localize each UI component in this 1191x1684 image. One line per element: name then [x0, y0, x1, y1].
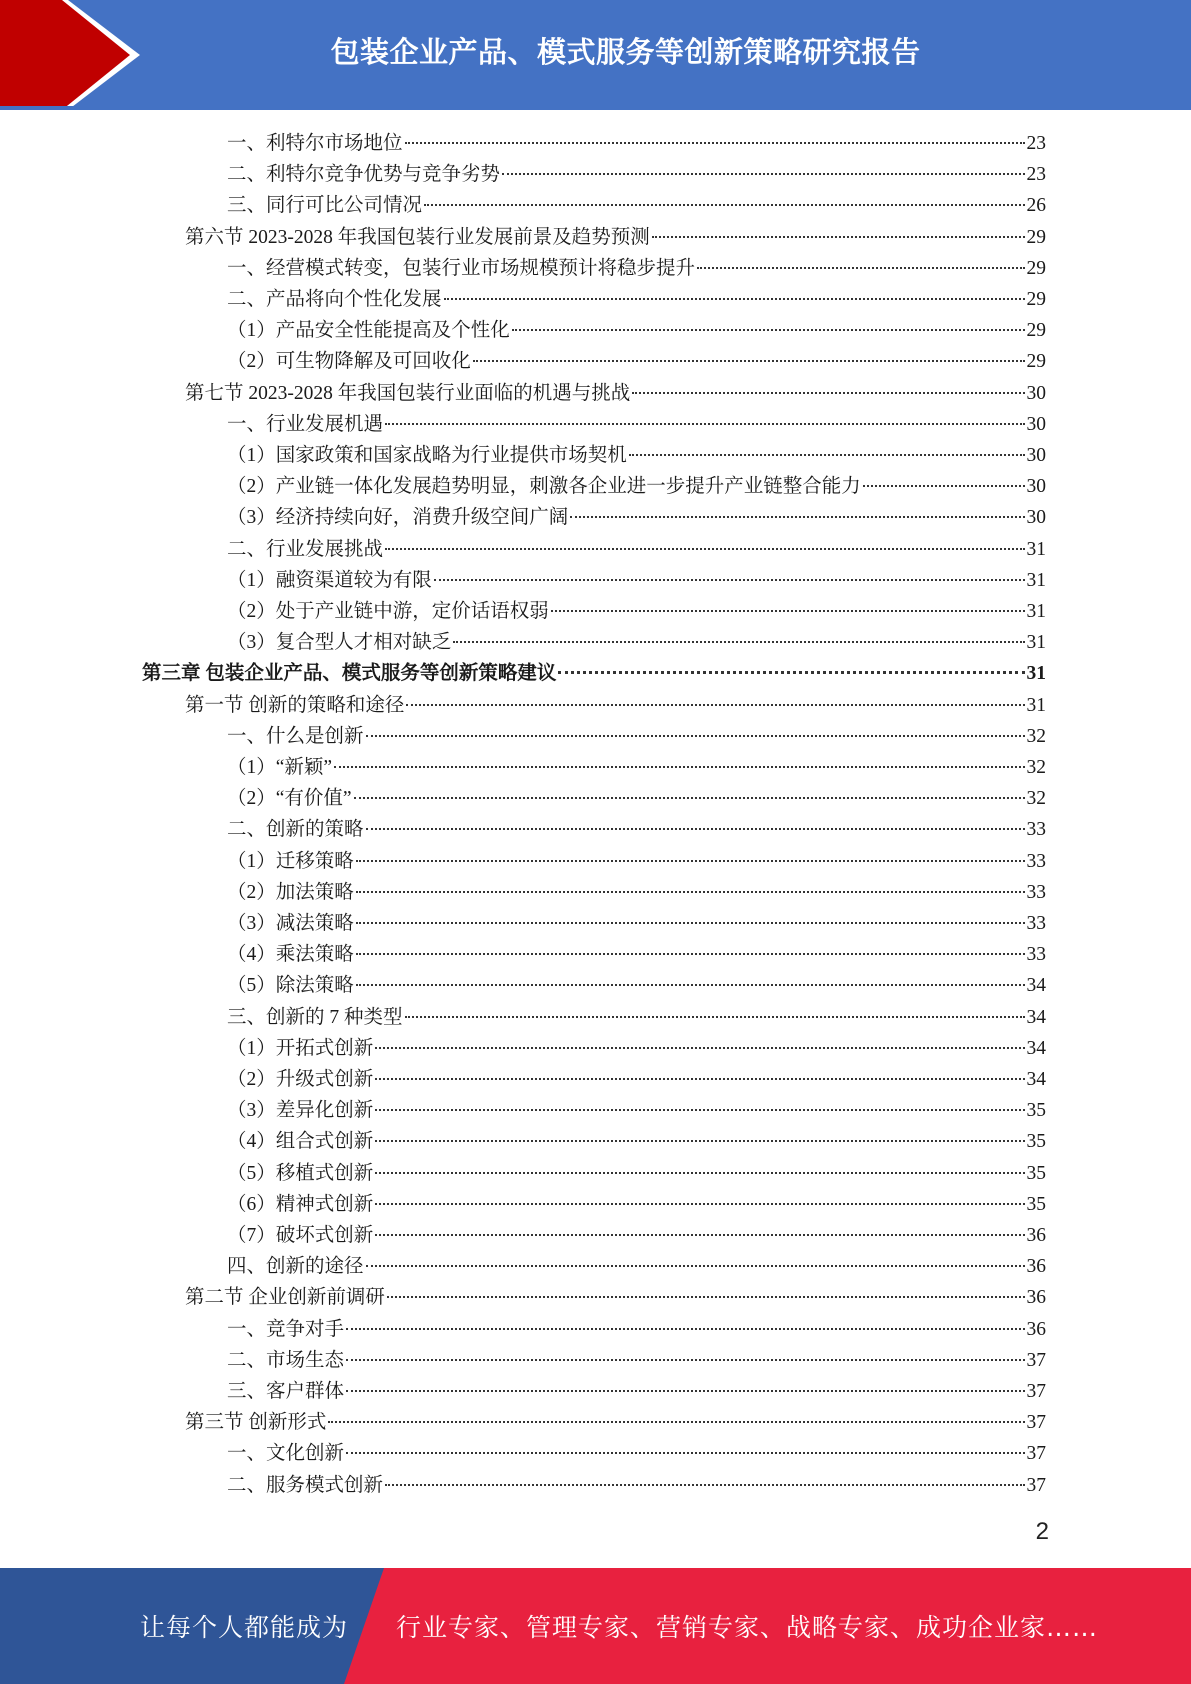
- toc-entry[interactable]: [227, 1438, 1046, 1469]
- toc-entry-label: 一、什么是创新: [227, 725, 364, 747]
- toc-entry-label: （4）组合式创新: [227, 1131, 374, 1153]
- toc-dot-leader: [375, 1203, 1024, 1205]
- toc-entry-label: （5）移植式创新: [227, 1162, 374, 1184]
- toc-entry-page: 33: [1026, 850, 1046, 872]
- toc-entry-page: 32: [1026, 725, 1046, 747]
- toc-entry-label: （2）升级式创新: [227, 1069, 374, 1090]
- document-title: 包装企业产品、模式服务等创新策略研究报告: [330, 34, 921, 69]
- toc-entry-label: （1）国家政策和国家战略为行业提供市场契机: [227, 445, 627, 466]
- toc-entry-label: 一、文化创新: [227, 1443, 345, 1465]
- toc-entry-label: （6）精神式创新: [227, 1193, 374, 1215]
- toc-entry[interactable]: [227, 1314, 1046, 1345]
- toc-entry-label: 一、行业发展机遇: [227, 413, 384, 435]
- toc-entry[interactable]: [227, 565, 1046, 596]
- toc-entry-page: 34: [1026, 975, 1046, 997]
- toc-entry-label: 三、客户群体: [227, 1381, 345, 1402]
- toc-entry[interactable]: [227, 502, 1046, 533]
- toc-entry-page: 30: [1026, 445, 1046, 466]
- toc-dot-leader: [385, 1484, 1024, 1486]
- toc-entry-label: 二、产品将向个性化发展: [227, 289, 442, 310]
- toc-entry-page: 32: [1026, 788, 1046, 810]
- toc-entry[interactable]: [227, 1158, 1046, 1189]
- toc-entry-label: （3）差异化创新: [227, 1100, 374, 1122]
- toc-entry-page: 36: [1026, 1256, 1046, 1278]
- toc-dot-leader: [558, 671, 1024, 674]
- toc-entry-label: （3）减法策略: [227, 913, 354, 934]
- toc-entry[interactable]: [227, 1189, 1046, 1220]
- toc-entry-page: 37: [1026, 1474, 1046, 1496]
- toc-entry[interactable]: [227, 1002, 1046, 1033]
- toc-entry-label: 四、创新的途径: [227, 1256, 364, 1278]
- toc-dot-leader: [346, 1452, 1024, 1454]
- toc-dot-leader: [328, 1421, 1024, 1423]
- toc-dot-leader: [385, 548, 1024, 550]
- toc-entry[interactable]: [227, 627, 1046, 658]
- toc-dot-leader: [444, 298, 1025, 300]
- toc-entry[interactable]: [227, 846, 1046, 877]
- toc-entry[interactable]: [185, 1407, 1046, 1438]
- toc-entry-page: 31: [1026, 569, 1046, 591]
- toc-dot-leader: [385, 423, 1024, 425]
- toc-entry-page: 34: [1026, 1006, 1046, 1028]
- toc-dot-leader: [652, 236, 1025, 238]
- toc-entry[interactable]: [227, 440, 1046, 471]
- toc-dot-leader: [354, 797, 1025, 799]
- toc-entry[interactable]: [227, 253, 1046, 284]
- toc-entry-label: （1）开拓式创新: [227, 1037, 374, 1059]
- toc-dot-leader: [863, 485, 1025, 487]
- toc-entry-page: 33: [1026, 819, 1046, 841]
- toc-entry[interactable]: [227, 346, 1046, 377]
- toc-entry-label: （1）“新颖”: [227, 757, 333, 778]
- toc-dot-leader: [424, 204, 1024, 206]
- toc-entry-page: 34: [1026, 1069, 1046, 1090]
- toc-entry-page: 31: [1026, 632, 1046, 654]
- toc-dot-leader: [375, 1140, 1024, 1142]
- toc-entry-page: 35: [1026, 1193, 1046, 1215]
- toc-entry-label: 二、创新的策略: [227, 819, 364, 841]
- toc-dot-leader: [375, 1172, 1024, 1174]
- toc-dot-leader: [346, 1390, 1024, 1392]
- toc-entry-label: （3）复合型人才相对缺乏: [227, 632, 452, 654]
- toc-entry-label: 第三节 创新形式: [185, 1412, 327, 1434]
- toc-entry-page: 34: [1026, 1037, 1046, 1059]
- toc-entry[interactable]: [227, 159, 1046, 190]
- toc-dot-leader: [356, 953, 1025, 955]
- toc-entry[interactable]: [227, 128, 1046, 159]
- toc-entry[interactable]: [185, 1282, 1046, 1313]
- toc-dot-leader: [366, 735, 1025, 737]
- toc-entry-page: 29: [1026, 226, 1046, 248]
- toc-entry[interactable]: [227, 409, 1046, 440]
- toc-entry[interactable]: [227, 534, 1046, 565]
- toc-entry[interactable]: [227, 471, 1046, 502]
- toc-dot-leader: [551, 610, 1025, 612]
- toc-entry-page: 36: [1026, 1318, 1046, 1340]
- toc-entry-label: 二、服务模式创新: [227, 1474, 384, 1496]
- toc-entry-page: 33: [1026, 913, 1046, 934]
- toc-dot-leader: [356, 922, 1025, 924]
- toc-entry[interactable]: [227, 284, 1046, 315]
- toc-entry[interactable]: [227, 752, 1046, 783]
- toc-entry[interactable]: [227, 596, 1046, 627]
- toc-entry-label: 一、经营模式转变，包装行业市场规模预计将稳步提升: [227, 257, 696, 279]
- toc-dot-leader: [453, 641, 1024, 643]
- toc-entry-label: 第二节 企业创新前调研: [185, 1287, 385, 1309]
- toc-dot-leader: [375, 1078, 1024, 1080]
- toc-entry-label: 第一节 创新的策略和途径: [185, 694, 405, 716]
- toc-dot-leader: [346, 1328, 1024, 1330]
- toc-dot-leader: [502, 173, 1024, 175]
- toc-dot-leader: [356, 891, 1025, 893]
- toc-entry-page: 31: [1026, 601, 1046, 622]
- toc-entry-page: 30: [1026, 507, 1046, 529]
- toc-entry[interactable]: [185, 690, 1046, 721]
- toc-entry-page: 36: [1026, 1287, 1046, 1309]
- page-footer: [0, 1568, 1191, 1684]
- toc-dot-leader: [629, 454, 1025, 456]
- toc-dot-leader: [334, 766, 1024, 768]
- toc-entry-label: 一、利特尔市场地位: [227, 133, 403, 154]
- toc-dot-leader: [405, 1016, 1025, 1018]
- toc-entry[interactable]: [227, 1251, 1046, 1282]
- toc-entry-label: （2）加法策略: [227, 881, 354, 903]
- toc-entry-page: 30: [1026, 476, 1046, 498]
- toc-entry-label: （7）破坏式创新: [227, 1225, 374, 1246]
- toc-dot-leader: [346, 1359, 1024, 1361]
- toc-entry-page: 32: [1026, 757, 1046, 778]
- toc-dot-leader: [473, 360, 1025, 362]
- toc-entry[interactable]: [227, 1126, 1046, 1157]
- toc-entry-page: 31: [1026, 663, 1046, 685]
- toc-dot-leader: [366, 1265, 1025, 1267]
- toc-dot-leader: [697, 267, 1024, 269]
- toc-entry-page: 35: [1026, 1131, 1046, 1153]
- toc-dot-leader: [406, 704, 1024, 706]
- toc-entry[interactable]: [227, 908, 1046, 939]
- toc-entry-page: 33: [1026, 881, 1046, 903]
- toc-entry[interactable]: [185, 222, 1046, 253]
- toc-dot-leader: [434, 579, 1025, 581]
- toc-entry-page: 37: [1026, 1443, 1046, 1465]
- toc-entry-label: （3）经济持续向好，消费升级空间广阔: [227, 507, 569, 529]
- toc-entry-page: 30: [1026, 382, 1046, 404]
- toc-entry-page: 31: [1026, 694, 1046, 716]
- toc-entry-page: 29: [1026, 351, 1046, 373]
- toc-entry-label: 二、行业发展挑战: [227, 538, 384, 560]
- toc-entry-page: 37: [1026, 1412, 1046, 1434]
- toc-entry-page: 35: [1026, 1162, 1046, 1184]
- toc-entry[interactable]: [185, 378, 1046, 409]
- toc-dot-leader: [366, 828, 1025, 830]
- toc-entry[interactable]: [227, 814, 1046, 845]
- toc-entry-page: 29: [1026, 320, 1046, 342]
- toc-entry[interactable]: [227, 1376, 1046, 1407]
- toc-entry-page: 35: [1026, 1100, 1046, 1122]
- toc-entry-page: 30: [1026, 413, 1046, 435]
- toc-entry[interactable]: [227, 783, 1046, 814]
- toc-entry-label: （1）融资渠道较为有限: [227, 569, 432, 591]
- toc-entry-page: 23: [1026, 164, 1046, 186]
- toc-entry-page: 37: [1026, 1381, 1046, 1402]
- toc-entry-label: 一、竞争对手: [227, 1318, 345, 1340]
- toc-entry-label: 第七节 2023-2028 年我国包装行业面临的机遇与挑战: [185, 382, 631, 404]
- toc-entry[interactable]: [227, 315, 1046, 346]
- toc-dot-leader: [375, 1234, 1024, 1236]
- toc-entry-label: （5）除法策略: [227, 975, 354, 997]
- toc-entry-label: （2）可生物降解及可回收化: [227, 351, 471, 373]
- toc-dot-leader: [356, 984, 1025, 986]
- toc-entry-label: （1）迁移策略: [227, 850, 354, 872]
- page-header: [0, 0, 1191, 110]
- toc-entry[interactable]: [227, 1220, 1046, 1251]
- toc-dot-leader: [387, 1296, 1025, 1298]
- toc-entry-page: 29: [1026, 289, 1046, 310]
- toc-entry-label: （2）产业链一体化发展趋势明显，刺激各企业进一步提升产业链整合能力: [227, 476, 861, 498]
- toc-entry[interactable]: [227, 1095, 1046, 1126]
- toc-entry-page: 37: [1026, 1349, 1046, 1371]
- toc-dot-leader: [356, 860, 1025, 862]
- toc-entry-label: 第三章 包装企业产品、模式服务等创新策略建议: [142, 663, 557, 685]
- toc-dot-leader: [375, 1109, 1024, 1111]
- toc-entry-page: 26: [1026, 195, 1046, 217]
- toc-entry[interactable]: [227, 1033, 1046, 1064]
- toc-dot-leader: [375, 1047, 1024, 1049]
- toc-dot-leader: [405, 142, 1025, 144]
- toc-entry-page: 33: [1026, 944, 1046, 966]
- toc-entry[interactable]: [227, 1470, 1046, 1501]
- toc-entry-label: （4）乘法策略: [227, 944, 354, 966]
- toc-entry-label: 第六节 2023-2028 年我国包装行业发展前景及趋势预测: [185, 226, 650, 248]
- toc-entry-label: 二、市场生态: [227, 1349, 345, 1371]
- footer-slogan-right: 行业专家、管理专家、营销专家、战略专家、成功企业家……: [396, 1613, 1099, 1642]
- footer-slogan-left: 让每个人都能成为: [140, 1613, 349, 1642]
- toc-dot-leader: [512, 329, 1025, 331]
- toc-entry[interactable]: [227, 1345, 1046, 1376]
- toc-dot-leader: [570, 516, 1024, 518]
- toc-entry-label: 三、同行可比公司情况: [227, 195, 423, 217]
- toc-entry-label: （2）“有价值”: [227, 788, 352, 810]
- page-number: 2: [1035, 1518, 1049, 1545]
- toc-entry[interactable]: [227, 877, 1046, 908]
- toc-entry[interactable]: [227, 939, 1046, 970]
- toc-entry[interactable]: [227, 190, 1046, 221]
- toc-dot-leader: [632, 392, 1024, 394]
- toc-entry-label: （1）产品安全性能提高及个性化: [227, 320, 510, 342]
- toc-entry-label: （2）处于产业链中游，定价话语权弱: [227, 601, 549, 622]
- toc-entry-page: 29: [1026, 257, 1046, 279]
- toc-entry[interactable]: [227, 970, 1046, 1001]
- toc-entry-page: 23: [1026, 133, 1046, 154]
- toc-entry-page: 36: [1026, 1225, 1046, 1246]
- toc-entry-page: 31: [1026, 538, 1046, 560]
- toc-entry[interactable]: [142, 658, 1046, 689]
- toc-entry[interactable]: [227, 1064, 1046, 1095]
- toc-entry[interactable]: [227, 721, 1046, 752]
- toc-entry-label: 二、利特尔竞争优势与竞争劣势: [227, 164, 501, 186]
- toc-entry-label: 三、创新的 7 种类型: [227, 1006, 403, 1028]
